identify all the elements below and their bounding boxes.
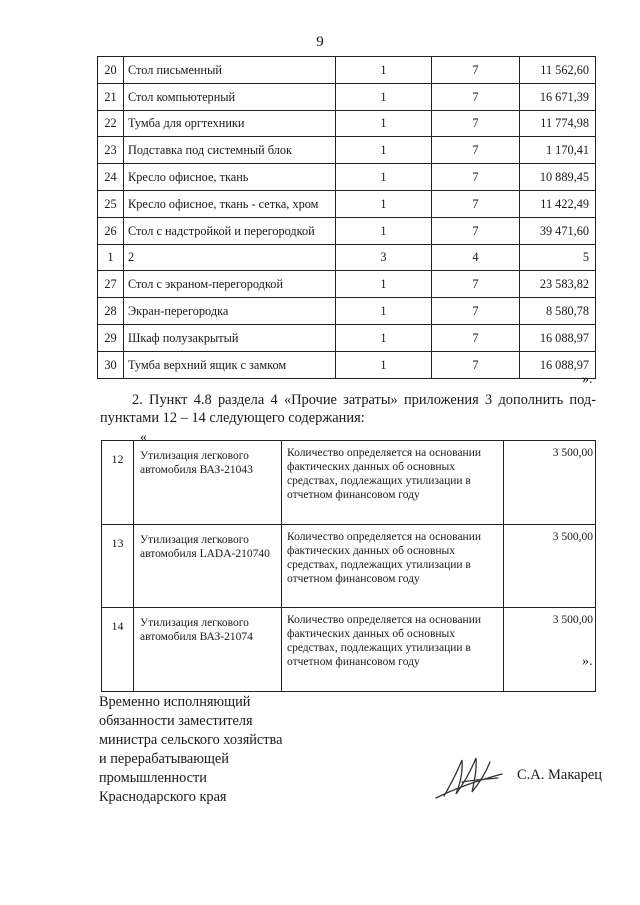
item-name: Тумба верхний ящик с замком: [124, 351, 336, 378]
item-name: 2: [124, 244, 336, 271]
item-quantity: 1: [336, 137, 432, 164]
table-row: [98, 110, 596, 137]
paragraph-line-1: 2. Пункт 4.8 раздела 4 «Прочие затраты» приложения 3 дополнить под-: [132, 392, 596, 408]
signatory-position-line: и перерабатывающей: [99, 751, 229, 767]
signatory-position: [99, 693, 399, 807]
item-quantity: 1: [336, 298, 432, 325]
item-price: 5: [520, 244, 596, 271]
item-quantity: 1: [336, 271, 432, 298]
item-price: 16 088,97: [520, 351, 596, 378]
item-term: 7: [432, 110, 520, 137]
signatory-name: С.А. Макарец: [517, 767, 603, 783]
handwritten-signature: [432, 752, 512, 800]
item-quantity: 1: [336, 164, 432, 191]
subitem-number: 13: [102, 524, 134, 608]
subitem-name: Утилизация легкового автомобиля ВАЗ-21074: [134, 608, 282, 692]
signatory-position-line: промышленности: [99, 770, 207, 786]
signatory-position-line: обязанности заместителя: [99, 713, 253, 729]
item-quantity: 1: [336, 83, 432, 110]
paragraph-line-2: пунктами 12 – 14 следующего содержания:: [100, 410, 365, 426]
subitem-description: Количество определяется на основании фактических данных об основных средствах, подлежащих утилизации в отчетном финансовом году: [282, 608, 504, 692]
subitem-description: Количество определяется на основании фактических данных об основных средствах, подлежащих утилизации в отчетном финансовом году: [282, 524, 504, 608]
table-row: [102, 524, 596, 608]
row-number: 28: [98, 298, 124, 325]
table-row: [98, 164, 596, 191]
table-row: [98, 324, 596, 351]
item-term: 7: [432, 164, 520, 191]
item-term: 7: [432, 298, 520, 325]
item-name: Кресло офисное, ткань - сетка, хром: [124, 190, 336, 217]
item-name: Шкаф полузакрытый: [124, 324, 336, 351]
item-term: 7: [432, 324, 520, 351]
item-term: 4: [432, 244, 520, 271]
table-row: [98, 190, 596, 217]
page-number: 9: [316, 34, 324, 50]
subitem-number: 14: [102, 608, 134, 692]
item-price: 8 580,78: [520, 298, 596, 325]
signatory-position-line: министра сельского хозяйства: [99, 732, 283, 748]
subitem-description: Количество определяется на основании фактических данных об основных средствах, подлежащих утилизации в отчетном финансовом году: [282, 441, 504, 525]
closing-quote: ».: [582, 654, 593, 669]
item-price: 11 562,60: [520, 57, 596, 84]
table-row: [98, 244, 596, 271]
amendment-paragraph: [100, 391, 596, 427]
equipment-table: [97, 56, 596, 379]
item-name: Стол компьютерный: [124, 83, 336, 110]
row-number: 30: [98, 351, 124, 378]
item-quantity: 1: [336, 351, 432, 378]
table-row: [102, 608, 596, 692]
item-quantity: 1: [336, 57, 432, 84]
closing-quote: ».: [582, 372, 593, 387]
table-row: [98, 298, 596, 325]
subitem-price: 3 500,00: [504, 441, 596, 525]
disposal-costs-table: [101, 440, 596, 692]
item-price: 39 471,60: [520, 217, 596, 244]
item-price: 11 774,98: [520, 110, 596, 137]
item-price: 11 422,49: [520, 190, 596, 217]
opening-quote: «: [140, 430, 147, 445]
item-name: Экран-перегородка: [124, 298, 336, 325]
item-term: 7: [432, 137, 520, 164]
item-term: 7: [432, 217, 520, 244]
item-price: 16 088,97: [520, 324, 596, 351]
table-row: [98, 137, 596, 164]
table-row: [98, 271, 596, 298]
row-number: 29: [98, 324, 124, 351]
row-number: 24: [98, 164, 124, 191]
item-term: 7: [432, 83, 520, 110]
item-name: Стол письменный: [124, 57, 336, 84]
table-row: [98, 57, 596, 84]
item-quantity: 3: [336, 244, 432, 271]
subitem-name: Утилизация легкового автомобиля ВАЗ-21043: [134, 441, 282, 525]
table-row: [98, 351, 596, 378]
signatory-position-line: Краснодарского края: [99, 789, 227, 805]
row-number: 23: [98, 137, 124, 164]
table-row: [102, 441, 596, 525]
row-number: 1: [98, 244, 124, 271]
subitem-name: Утилизация легкового автомобиля LADA-210740: [134, 524, 282, 608]
table-row: [98, 83, 596, 110]
item-name: Стол с надстройкой и перегородкой: [124, 217, 336, 244]
row-number: 21: [98, 83, 124, 110]
item-quantity: 1: [336, 110, 432, 137]
item-term: 7: [432, 57, 520, 84]
subitem-price: 3 500,00: [504, 524, 596, 608]
item-price: 23 583,82: [520, 271, 596, 298]
item-quantity: 1: [336, 190, 432, 217]
subitem-number: 12: [102, 441, 134, 525]
row-number: 26: [98, 217, 124, 244]
item-price: 10 889,45: [520, 164, 596, 191]
item-quantity: 1: [336, 324, 432, 351]
row-number: 20: [98, 57, 124, 84]
row-number: 27: [98, 271, 124, 298]
row-number: 25: [98, 190, 124, 217]
item-name: Подставка под системный блок: [124, 137, 336, 164]
item-term: 7: [432, 190, 520, 217]
item-name: Тумба для оргтехники: [124, 110, 336, 137]
row-number: 22: [98, 110, 124, 137]
signatory-position-line: Временно исполняющий: [99, 694, 251, 710]
item-name: Кресло офисное, ткань: [124, 164, 336, 191]
subitem-price: 3 500,00: [504, 608, 596, 692]
item-quantity: 1: [336, 217, 432, 244]
item-price: 16 671,39: [520, 83, 596, 110]
item-price: 1 170,41: [520, 137, 596, 164]
item-term: 7: [432, 271, 520, 298]
item-term: 7: [432, 351, 520, 378]
table-row: [98, 217, 596, 244]
item-name: Стол с экраном-перегородкой: [124, 271, 336, 298]
